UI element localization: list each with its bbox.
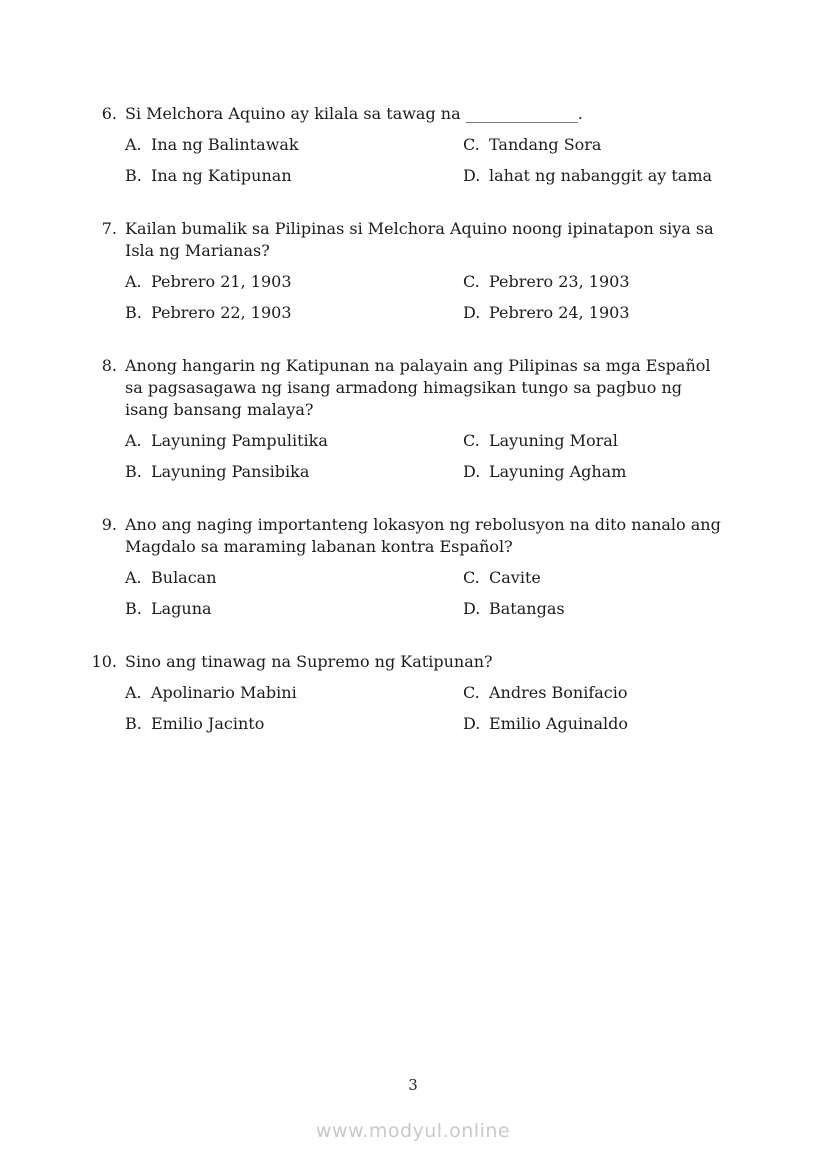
options-grid: [125, 262, 730, 324]
option-b: [125, 461, 463, 483]
option-d: [463, 713, 730, 735]
question-text: Kailan bumalik sa Pilipinas si Melchora Aquino noong ipinatapon siya sa Isla ng Marianas?: [125, 219, 714, 260]
watermark: www.modyul.online: [315, 1120, 511, 1142]
question-text: Ano ang naging importanteng lokasyon ng rebolusyon na dito nanalo ang Magdalo sa maraming labanan kontra Español?: [125, 515, 721, 556]
option-b: [125, 302, 463, 324]
question-9: [87, 514, 730, 620]
option-text: Layuning Moral: [489, 431, 618, 450]
page-number: 3: [408, 1076, 418, 1094]
option-a: [125, 430, 463, 452]
option-b: [125, 165, 463, 187]
option-label: D.: [463, 462, 481, 481]
option-label: B.: [125, 462, 142, 481]
option-c: [463, 134, 730, 156]
options-grid: [125, 558, 730, 620]
option-label: B.: [125, 166, 142, 185]
option-label: B.: [125, 599, 142, 618]
question-10: [87, 651, 730, 735]
option-c: [463, 271, 730, 293]
option-label: D.: [463, 303, 481, 322]
question-6: [87, 103, 730, 187]
question-number: 7.: [101, 219, 117, 238]
option-a: [125, 682, 463, 704]
question-text: Anong hangarin ng Katipunan na palayain ang Pilipinas sa mga Español sa pagsasagawa ng isang armadong himagsikan tungo sa pagbuo ng isang bansang malaya?: [125, 356, 711, 419]
question-7: [87, 218, 730, 324]
option-label: D.: [463, 599, 481, 618]
question-number: 8.: [101, 356, 117, 375]
option-label: A.: [125, 135, 142, 154]
option-c: [463, 430, 730, 452]
option-label: A.: [125, 431, 142, 450]
option-label: C.: [463, 135, 480, 154]
option-label: C.: [463, 568, 480, 587]
option-label: C.: [463, 431, 480, 450]
option-label: A.: [125, 272, 142, 291]
option-d: [463, 598, 730, 620]
option-b: [125, 713, 463, 735]
option-text: Pebrero 24, 1903: [489, 303, 630, 322]
option-label: A.: [125, 568, 142, 587]
option-text: Tandang Sora: [489, 135, 602, 154]
option-c: [463, 682, 730, 704]
option-text: Pebrero 22, 1903: [151, 303, 292, 322]
option-text: Laguna: [151, 599, 212, 618]
question-number: 9.: [101, 515, 117, 534]
option-label: C.: [463, 683, 480, 702]
question-text: Si Melchora Aquino ay kilala sa tawag na ______________.: [125, 104, 583, 123]
question-number: 6.: [101, 104, 117, 123]
option-text: Pebrero 21, 1903: [151, 272, 292, 291]
option-d: [463, 165, 730, 187]
question-number: 10.: [91, 652, 117, 671]
question-8: [87, 355, 730, 483]
option-label: D.: [463, 166, 481, 185]
option-label: B.: [125, 714, 142, 733]
option-label: D.: [463, 714, 481, 733]
option-text: Batangas: [489, 599, 565, 618]
option-text: Cavite: [489, 568, 541, 587]
option-text: Bulacan: [151, 568, 217, 587]
option-text: Layuning Pampulitika: [151, 431, 328, 450]
option-text: Layuning Pansibika: [151, 462, 310, 481]
option-text: lahat ng nabanggit ay tama: [489, 166, 713, 185]
option-text: Ina ng Katipunan: [151, 166, 292, 185]
option-label: A.: [125, 683, 142, 702]
option-text: Emilio Jacinto: [151, 714, 265, 733]
option-label: B.: [125, 303, 142, 322]
option-text: Emilio Aguinaldo: [489, 714, 628, 733]
questions-list: [87, 103, 730, 735]
option-text: Apolinario Mabini: [151, 683, 297, 702]
option-a: [125, 567, 463, 589]
option-b: [125, 598, 463, 620]
options-grid: [125, 125, 730, 187]
option-c: [463, 567, 730, 589]
option-text: Ina ng Balintawak: [151, 135, 299, 154]
option-a: [125, 134, 463, 156]
option-text: Pebrero 23, 1903: [489, 272, 630, 291]
question-text: Sino ang tinawag na Supremo ng Katipunan?: [125, 652, 493, 671]
option-d: [463, 461, 730, 483]
option-a: [125, 271, 463, 293]
options-grid: [125, 421, 730, 483]
option-text: Layuning Agham: [489, 462, 627, 481]
option-text: Andres Bonifacio: [489, 683, 628, 702]
option-label: C.: [463, 272, 480, 291]
options-grid: [125, 673, 730, 735]
option-d: [463, 302, 730, 324]
